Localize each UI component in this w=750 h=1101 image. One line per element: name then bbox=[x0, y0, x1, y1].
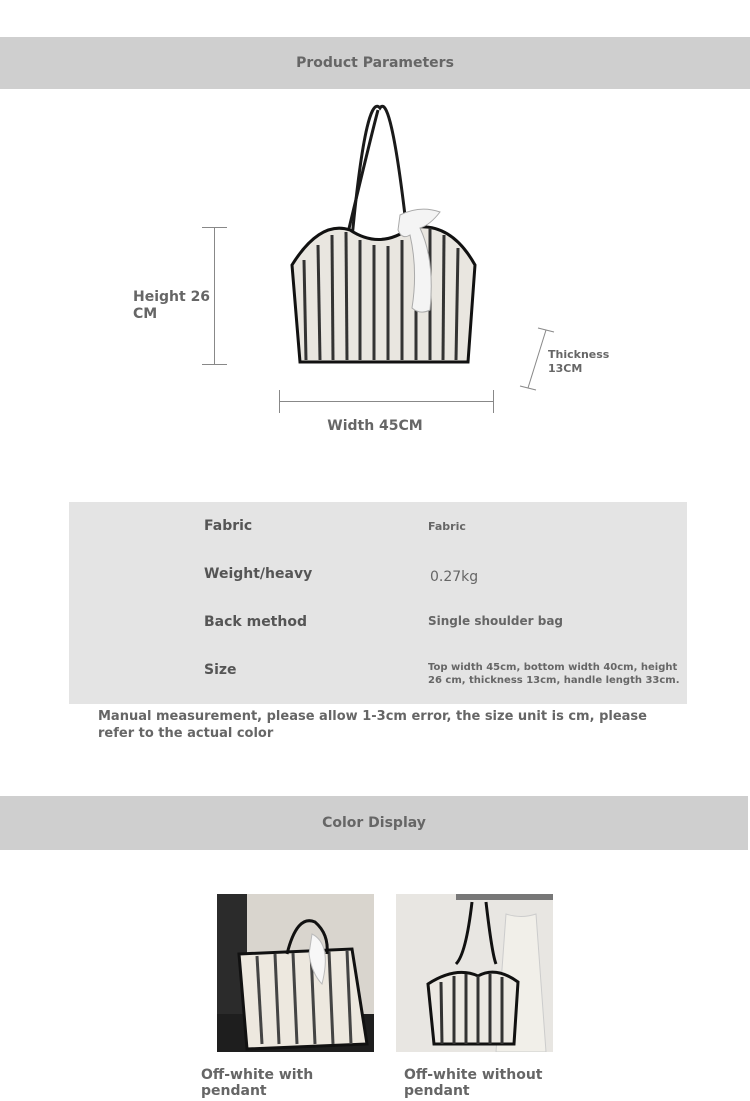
spec-value-fabric: Fabric bbox=[428, 520, 466, 533]
width-line bbox=[279, 401, 494, 402]
color-display-title: Color Display bbox=[322, 815, 426, 831]
spec-key-fabric: Fabric bbox=[204, 518, 253, 534]
width-label: Width 45CM bbox=[327, 418, 423, 434]
height-label: Height 26 CM bbox=[133, 289, 211, 322]
color-photo-with-pendant[interactable] bbox=[217, 894, 374, 1052]
color-display-header bbox=[0, 796, 748, 850]
height-line bbox=[214, 227, 215, 365]
height-tick-bottom bbox=[202, 364, 227, 365]
measurement-note: Manual measurement, please allow 1-3cm error, the size unit is cm, please refer to the actual color bbox=[98, 709, 647, 741]
thickness-label: Thickness 13CM bbox=[548, 348, 610, 375]
spec-value-back-method: Single shoulder bag bbox=[428, 614, 564, 628]
spec-key-back-method: Back method bbox=[204, 614, 307, 630]
spec-key-weight: Weight/heavy bbox=[204, 566, 313, 582]
spec-key-size: Size bbox=[204, 662, 237, 678]
spec-value-weight: 0.27kg bbox=[430, 569, 479, 585]
bag-dimension-image bbox=[280, 100, 490, 370]
product-parameters-header bbox=[0, 37, 750, 89]
width-tick-right bbox=[493, 390, 494, 413]
color-caption-without-pendant: Off-white without pendant bbox=[404, 1067, 543, 1099]
spec-value-size: Top width 45cm, bottom width 40cm, height 26 cm, thickness 13cm, handle length 33cm. bbox=[428, 662, 680, 686]
color-caption-with-pendant: Off-white with pendant bbox=[201, 1067, 314, 1099]
color-photo-without-pendant[interactable] bbox=[396, 894, 553, 1052]
product-parameters-title: Product Parameters bbox=[296, 55, 454, 71]
